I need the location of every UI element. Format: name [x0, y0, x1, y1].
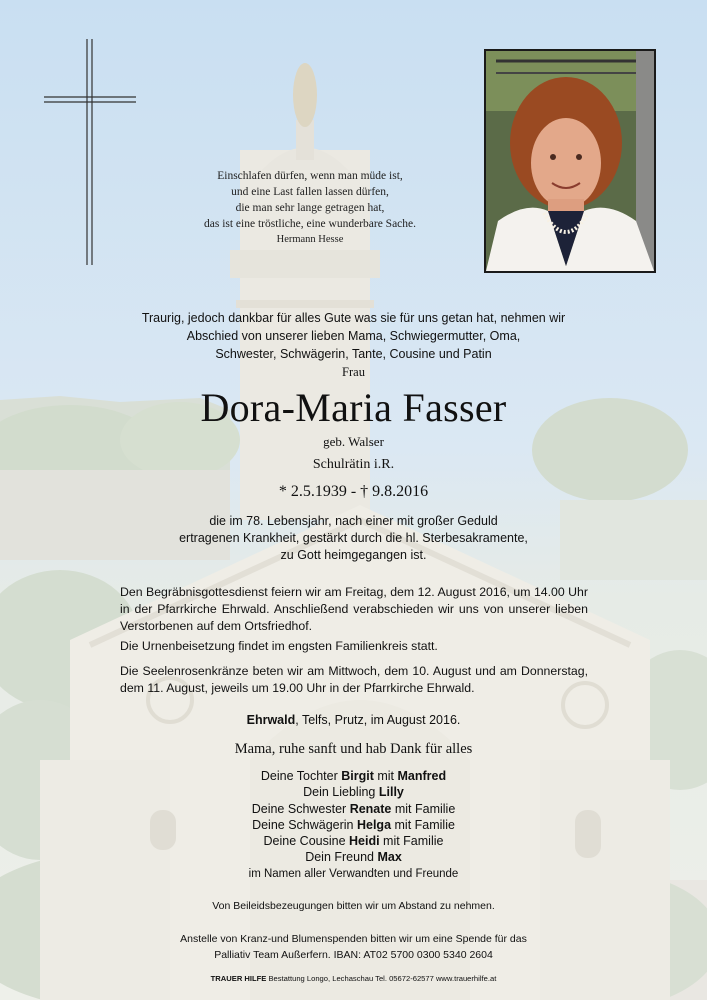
salutation: Frau	[342, 365, 365, 379]
mourner-line: Deine Schwägerin Helga mit Familie	[252, 817, 455, 832]
quote-line: das ist eine tröstliche, eine wunderbare Sache.	[203, 218, 417, 230]
quote-author: Hermann Hesse	[276, 234, 344, 245]
rosary-paragraph: Die Seelenrosenkränze beten wir am Mittwoch, dem 10. August und am Donnerstag, dem 11. August, jeweils um 19.00 Uhr in der Pfarrkirche Ehrwald.	[120, 664, 588, 695]
condolence-note: Von Beileidsbezeugungen bitten wir um Abstand zu nehmen.	[212, 900, 495, 912]
latin-cross-icon	[44, 39, 136, 265]
mourner-line: Deine Cousine Heidi mit Familie	[263, 834, 444, 849]
mourner-line: Dein Liebling Lilly	[303, 785, 404, 800]
poem-quote	[180, 168, 440, 248]
mourner-line: Dein Freund Max	[305, 850, 402, 865]
quote-line: Einschlafen dürfen, wenn man müde ist,	[217, 170, 403, 182]
farewell-line: Mama, ruhe sanft und hab Dank für alles	[234, 741, 473, 757]
mourner-line: Deine Schwester Renate mit Familie	[251, 801, 456, 816]
quote-line: und eine Last fallen lassen dürfen,	[231, 186, 389, 198]
footer-text: Bestattung Longo, Lechaschau Tel. 05672-62577 www.trauerhilfe.at	[266, 974, 497, 983]
footer-brand: TRAUER HILFE	[210, 974, 267, 983]
life-line: zu Gott heimgegangen ist.	[280, 548, 427, 562]
place-town: Ehrwald	[246, 713, 296, 727]
intro-line: Abschied von unserer lieben Mama, Schwiegermutter, Oma,	[186, 329, 521, 343]
life-dates: * 2.5.1939 - † 9.8.2016	[278, 483, 429, 500]
intro-text	[0, 309, 707, 363]
donation-line: Anstelle von Kranz-und Blumenspenden bitten wir um eine Spende für das	[180, 933, 527, 945]
life-text	[0, 513, 707, 564]
quote-line: die man sehr lange getragen hat,	[235, 202, 385, 214]
urn-paragraph: Die Urnenbeisetzung findet im engsten Familienkreis statt.	[120, 639, 438, 653]
life-line: ertragenen Krankheit, gestärkt durch die hl. Sterbesakramente,	[179, 531, 528, 545]
mourner-line: Deine Tochter Birgit mit Manfred	[260, 769, 447, 783]
portrait-photo	[484, 49, 656, 273]
life-line: die im 78. Lebensjahr, nach einer mit großer Geduld	[209, 514, 498, 528]
intro-line: Traurig, jedoch dankbar für alles Gute was sie für uns getan hat, nehmen wir	[141, 311, 566, 325]
funeral-paragraph: Den Begräbnisgottesdienst feiern wir am Freitag, dem 12. August 2016, um 14.00 Uhr in der Pfarrkirche Ehrwald. Anschließend verabschieden wir uns von unserer lieben Verstorbenen auf dem Ortsfriedhof.	[120, 585, 588, 633]
place-date-line	[0, 713, 707, 727]
place-rest: , Telfs, Prutz, im August 2016.	[295, 713, 461, 727]
donation-line: Palliativ Team Außerfern. IBAN: AT02 5700 0300 5340 2604	[214, 949, 493, 961]
birth-name: geb. Walser	[323, 434, 384, 449]
intro-line: Schwester, Schwägerin, Tante, Cousine und Patin	[215, 347, 492, 361]
mourners-list	[0, 768, 707, 882]
mourners-closing: im Namen aller Verwandten und Freunde	[248, 867, 459, 880]
professional-title: Schulrätin i.R.	[312, 457, 395, 472]
deceased-name: Dora-Maria Fasser	[200, 385, 507, 430]
donation-note	[0, 931, 707, 963]
footer-credit	[0, 974, 707, 983]
